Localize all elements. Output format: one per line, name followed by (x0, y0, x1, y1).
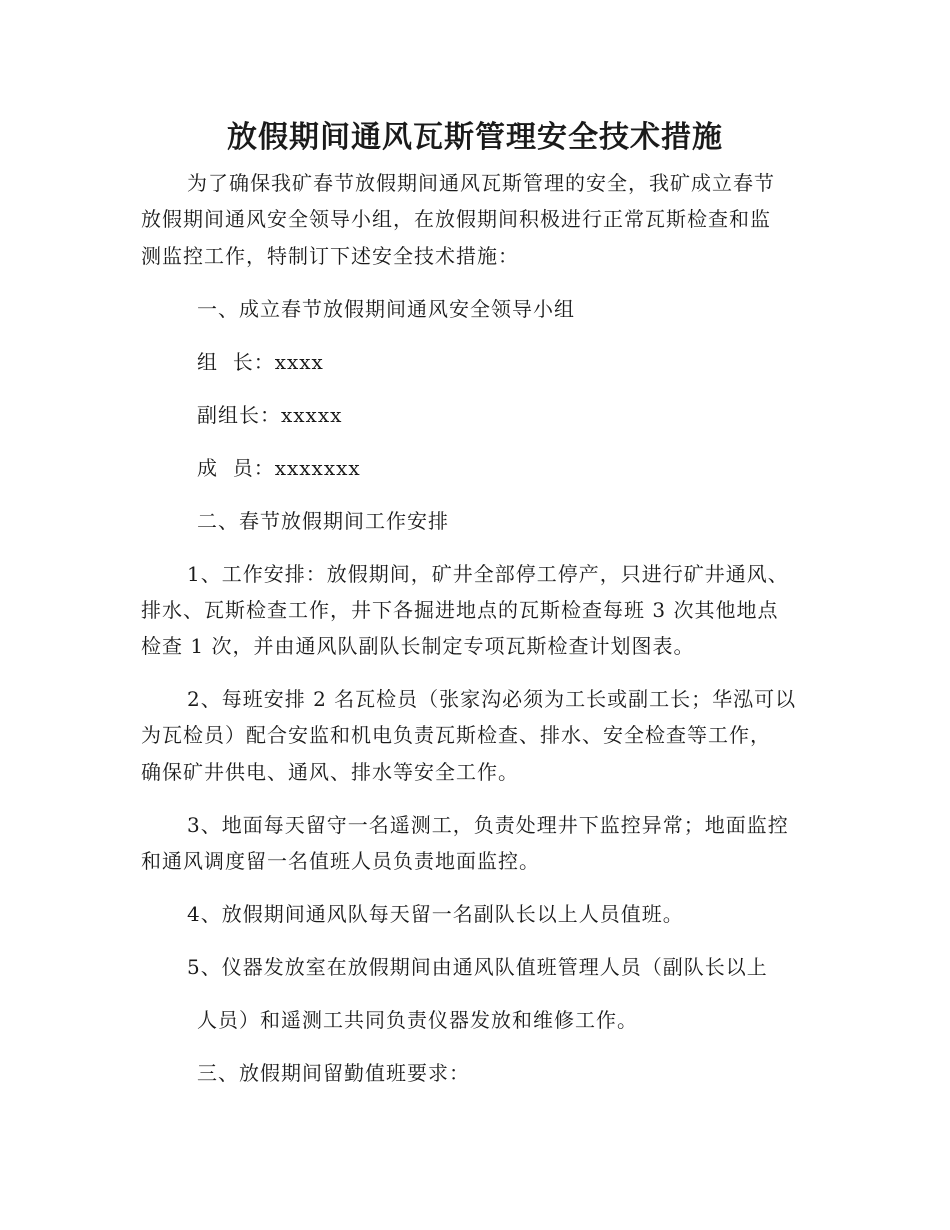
section1-leader: 组 长：xxxx (197, 350, 324, 374)
item2-line-1: 2、每班安排 2 名瓦检员（张家沟必须为工长或副工长；华泓可以 (187, 687, 797, 711)
section1-members: 成 员：xxxxxxx (197, 456, 361, 480)
item1-line-2: 排水、瓦斯检查工作，井下各掘进地点的瓦斯检查每班 3 次其他地点 (141, 598, 779, 622)
item2-line-3: 确保矿井供电、通风、排水等安全工作。 (141, 760, 519, 784)
item5-line-2: 人员）和遥测工共同负责仪器发放和维修工作。 (197, 1008, 638, 1032)
item3-line-2: 和通风调度留一名值班人员负责地面监控。 (141, 849, 540, 873)
item1-line-3: 检查 1 次，并由通风队副队长制定专项瓦斯检查计划图表。 (141, 634, 695, 658)
intro-line-1: 为了确保我矿春节放假期间通风瓦斯管理的安全，我矿成立春节 (187, 171, 775, 195)
item4-line-1: 4、放假期间通风队每天留一名副队长以上人员值班。 (187, 902, 684, 926)
intro-line-3: 测监控工作，特制订下述安全技术措施： (141, 244, 519, 268)
document-title: 放假期间通风瓦斯管理安全技术措施 (227, 120, 723, 155)
section1-heading: 一、成立春节放假期间通风安全领导小组 (197, 297, 575, 321)
section2-heading: 二、春节放假期间工作安排 (197, 509, 449, 533)
item3-line-1: 3、地面每天留守一名遥测工，负责处理井下监控异常；地面监控 (187, 813, 789, 837)
section1-deputy: 副组长：xxxxx (197, 403, 343, 427)
item1-line-1: 1、工作安排：放假期间，矿井全部停工停产，只进行矿井通风、 (187, 562, 789, 586)
intro-line-2: 放假期间通风安全领导小组，在放假期间积极进行正常瓦斯检查和监 (141, 207, 771, 231)
item5-line-1: 5、仪器发放室在放假期间由通风队值班管理人员（副队长以上 (187, 955, 768, 979)
section3-heading: 三、放假期间留勤值班要求： (197, 1061, 470, 1085)
item2-line-2: 为瓦检员）配合安监和机电负责瓦斯检查、排水、安全检查等工作， (141, 723, 771, 747)
